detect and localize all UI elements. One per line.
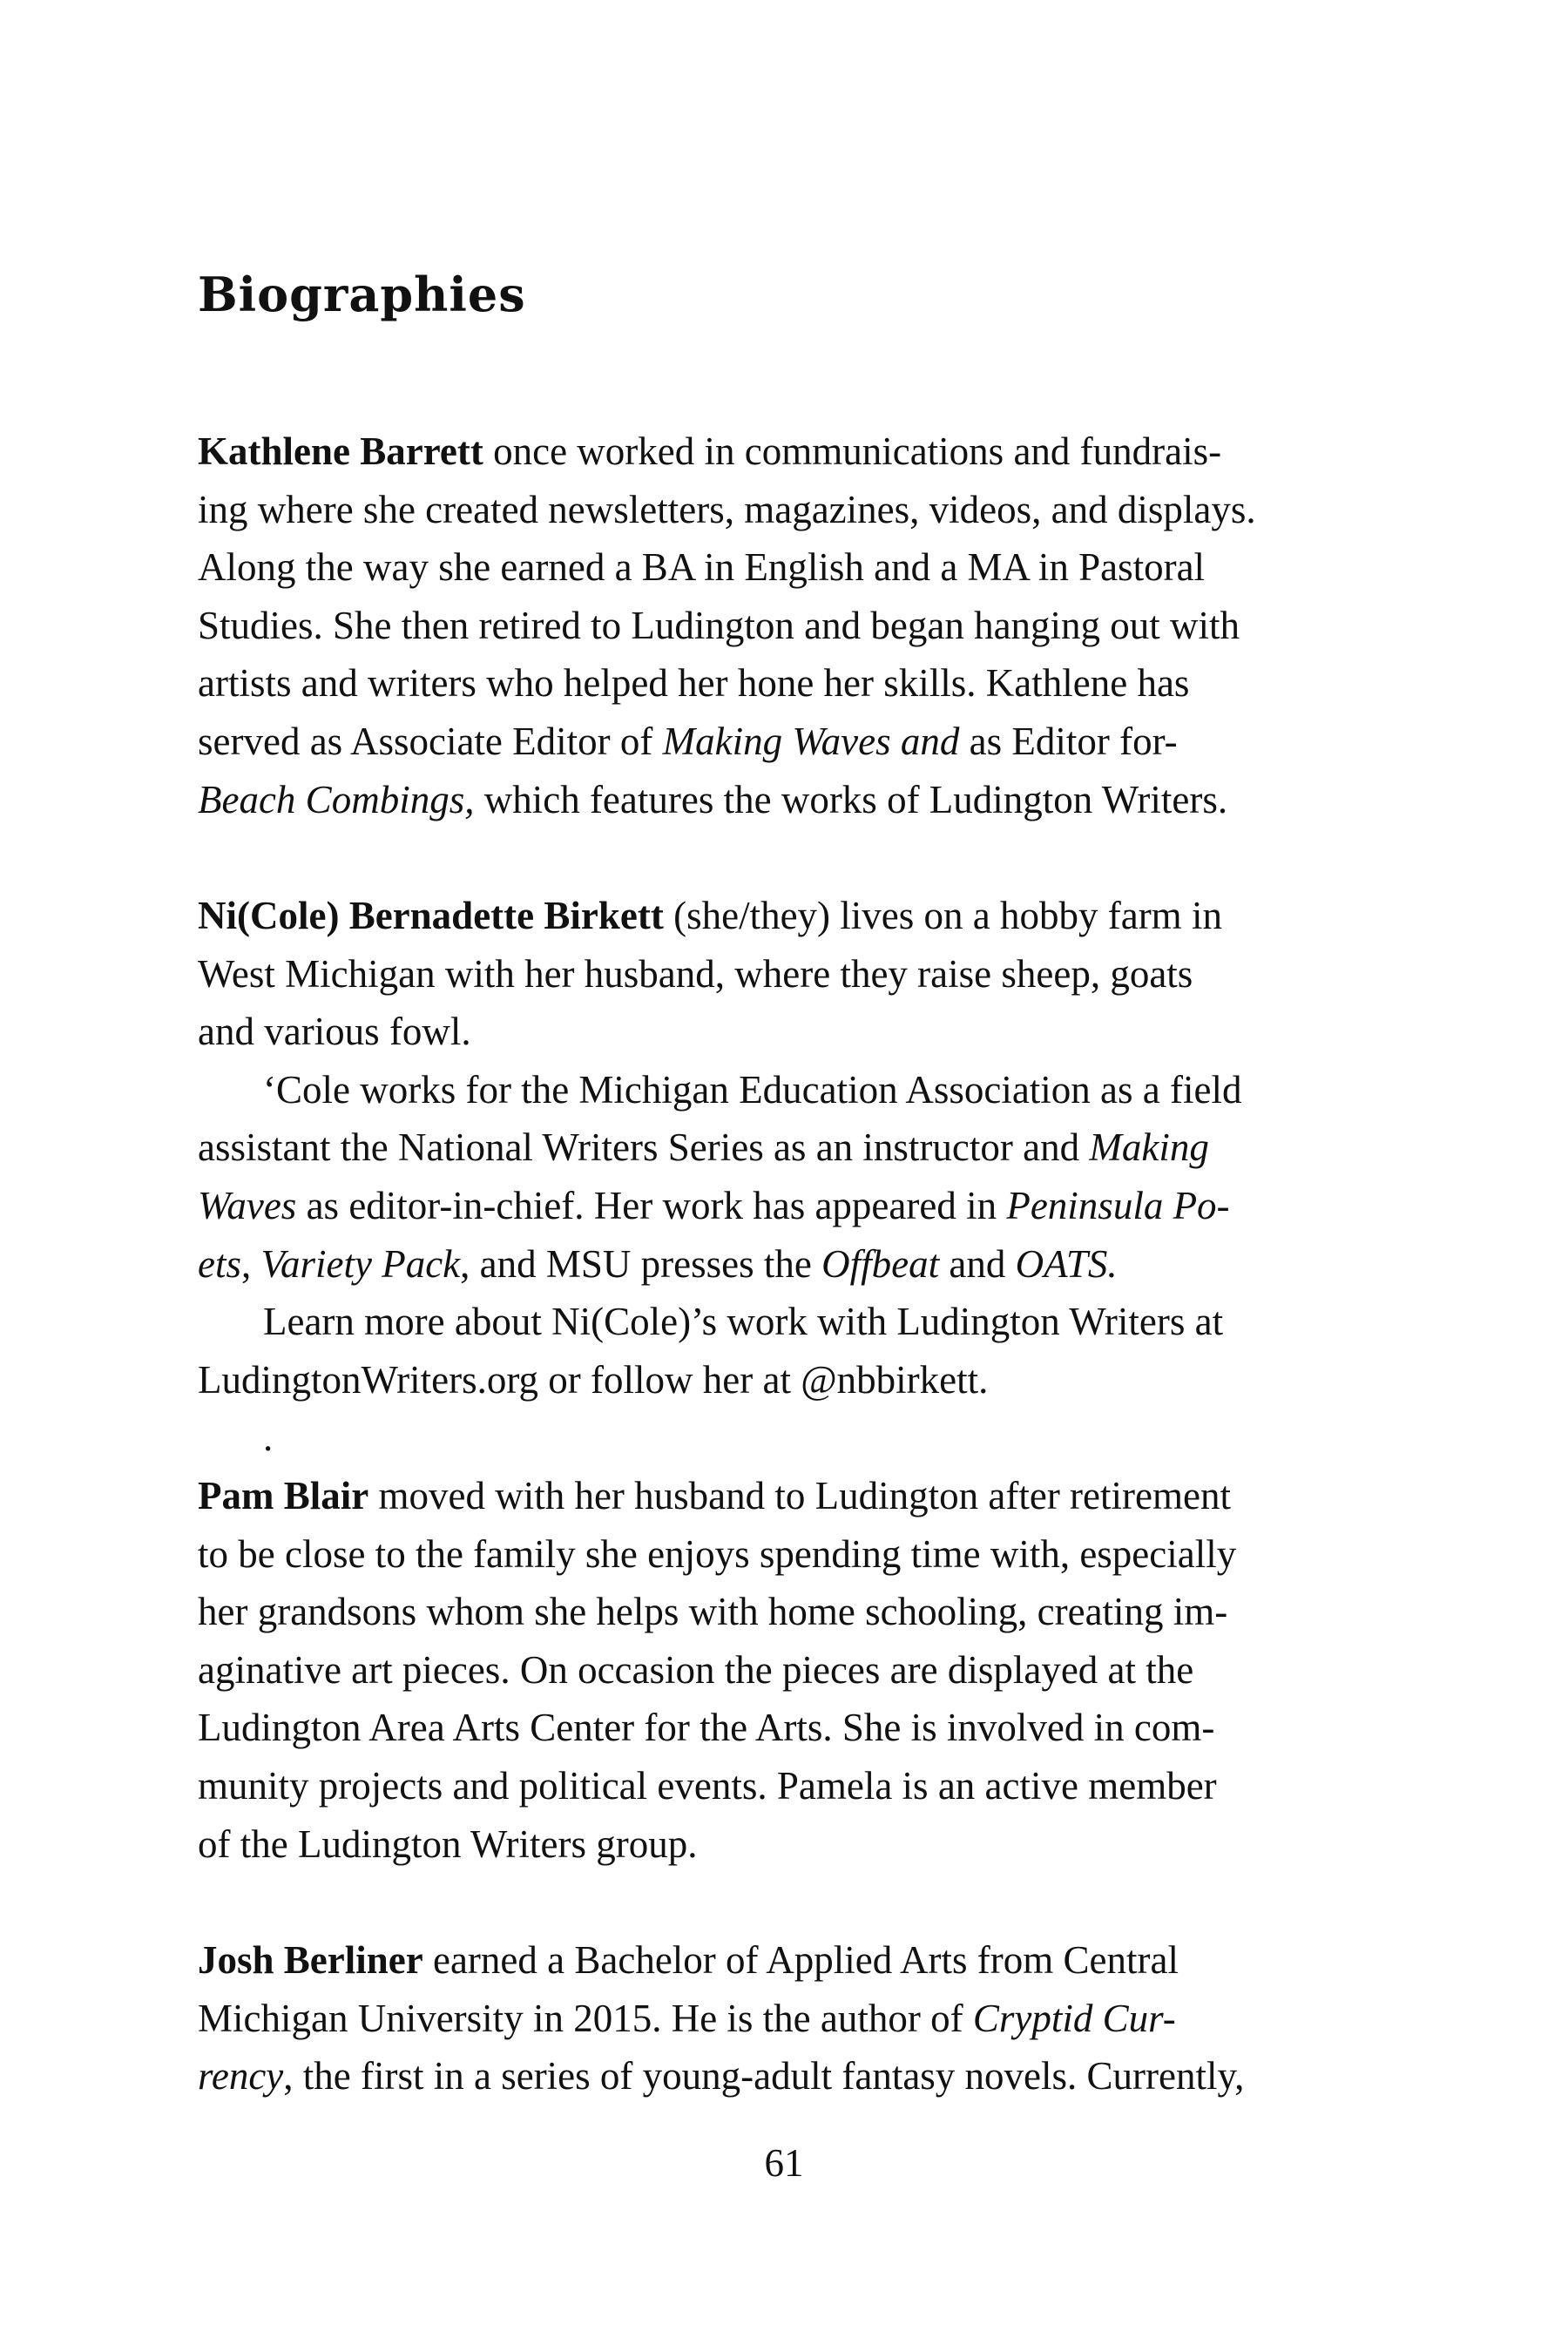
- bio-line: artists and writers who helped her hone her skills. Kathlene has: [198, 661, 1190, 706]
- bio-line: ets, Variety Pack, and MSU presses the Offbeat and OATS.: [198, 1241, 1118, 1286]
- page-heading: Biographies: [198, 267, 526, 322]
- publication-title: Variety Pack: [260, 1241, 461, 1286]
- bio-line: LudingtonWriters.org or follow her at @nbbirkett.: [198, 1357, 989, 1402]
- bio-line: Studies. She then retired to Ludington and began hanging out with: [198, 603, 1240, 647]
- bio-josh-berliner: [198, 1931, 1382, 2105]
- publication-title: Cryptid Cur-: [972, 1996, 1176, 2040]
- bio-line: Ni(Cole) Bernadette Birkett (she/they) lives on a hobby farm in: [198, 894, 1222, 937]
- author-name: Josh Berliner: [198, 1938, 423, 1982]
- publication-title: OATS.: [1015, 1241, 1118, 1286]
- publication-title: Waves: [198, 1183, 297, 1227]
- page-number: 61: [764, 2141, 804, 2185]
- bio-line: munity projects and political events. Pamela is an active member: [198, 1763, 1217, 1808]
- publication-title: Offbeat: [821, 1241, 940, 1286]
- author-name: Pam Blair: [198, 1474, 369, 1517]
- publication-title: rency: [198, 2054, 284, 2099]
- bio-line: Josh Berliner earned a Bachelor of Applied Arts from Central: [198, 1938, 1179, 1982]
- bio-line: assistant the National Writers Series as an instructor and Making: [198, 1125, 1209, 1170]
- bio-nicole-birkett: [198, 887, 1382, 1467]
- bio-line: aginative art pieces. On occasion the pieces are displayed at the: [198, 1647, 1194, 1692]
- bio-line: to be close to the family she enjoys spending time with, especially: [198, 1531, 1237, 1576]
- bio-line: West Michigan with her husband, where they raise sheep, goats: [198, 951, 1193, 996]
- publication-title: Peninsula Po-: [1006, 1183, 1230, 1227]
- bio-line: Learn more about Ni(Cole)’s work with Ludington Writers at: [263, 1300, 1224, 1344]
- publication-title: Beach Combings,: [198, 777, 475, 821]
- bio-line: Pam Blair moved with her husband to Ludington after retirement: [198, 1474, 1231, 1517]
- bio-line: Waves as editor-in-chief. Her work has appeared in Peninsula Po-: [198, 1183, 1230, 1227]
- publication-title: Making Waves and: [662, 719, 960, 763]
- bio-line: and various fowl.: [198, 1010, 471, 1054]
- bio-line: served as Associate Editor of Making Waves and as Editor for-: [198, 719, 1178, 763]
- publication-title: ets: [198, 1241, 241, 1286]
- bio-line: Kathlene Barrett once worked in communications and fundrais-: [198, 429, 1222, 473]
- author-name: Ni(Cole) Bernadette Birkett: [198, 894, 664, 937]
- bio-line: Beach Combings, which features the works of Ludington Writers.: [198, 777, 1228, 821]
- bio-line: Michigan University in 2015. He is the author of Cryptid Cur-: [198, 1996, 1176, 2040]
- bio-kathlene-barrett: [198, 422, 1382, 828]
- bio-line: Ludington Area Arts Center for the Arts. She is involved in com-: [198, 1706, 1215, 1750]
- bio-line: ing where she created newsletters, magazines, videos, and displays.: [198, 487, 1256, 531]
- author-name: Kathlene Barrett: [198, 429, 483, 473]
- bio-line: ‘Cole works for the Michigan Education Association as a field: [263, 1067, 1242, 1112]
- bio-line: of the Ludington Writers group.: [198, 1821, 698, 1866]
- bio-line: her grandsons whom she helps with home schooling, creating im-: [198, 1590, 1228, 1634]
- bio-line: Along the way she earned a BA in English and a MA in Pastoral: [198, 545, 1206, 590]
- bio-line: rency, the first in a series of young-adult fantasy novels. Currently,: [198, 2054, 1245, 2099]
- bio-pam-blair: [198, 1467, 1382, 1873]
- publication-title: Making: [1089, 1125, 1209, 1170]
- stray-dot: .: [263, 1416, 274, 1460]
